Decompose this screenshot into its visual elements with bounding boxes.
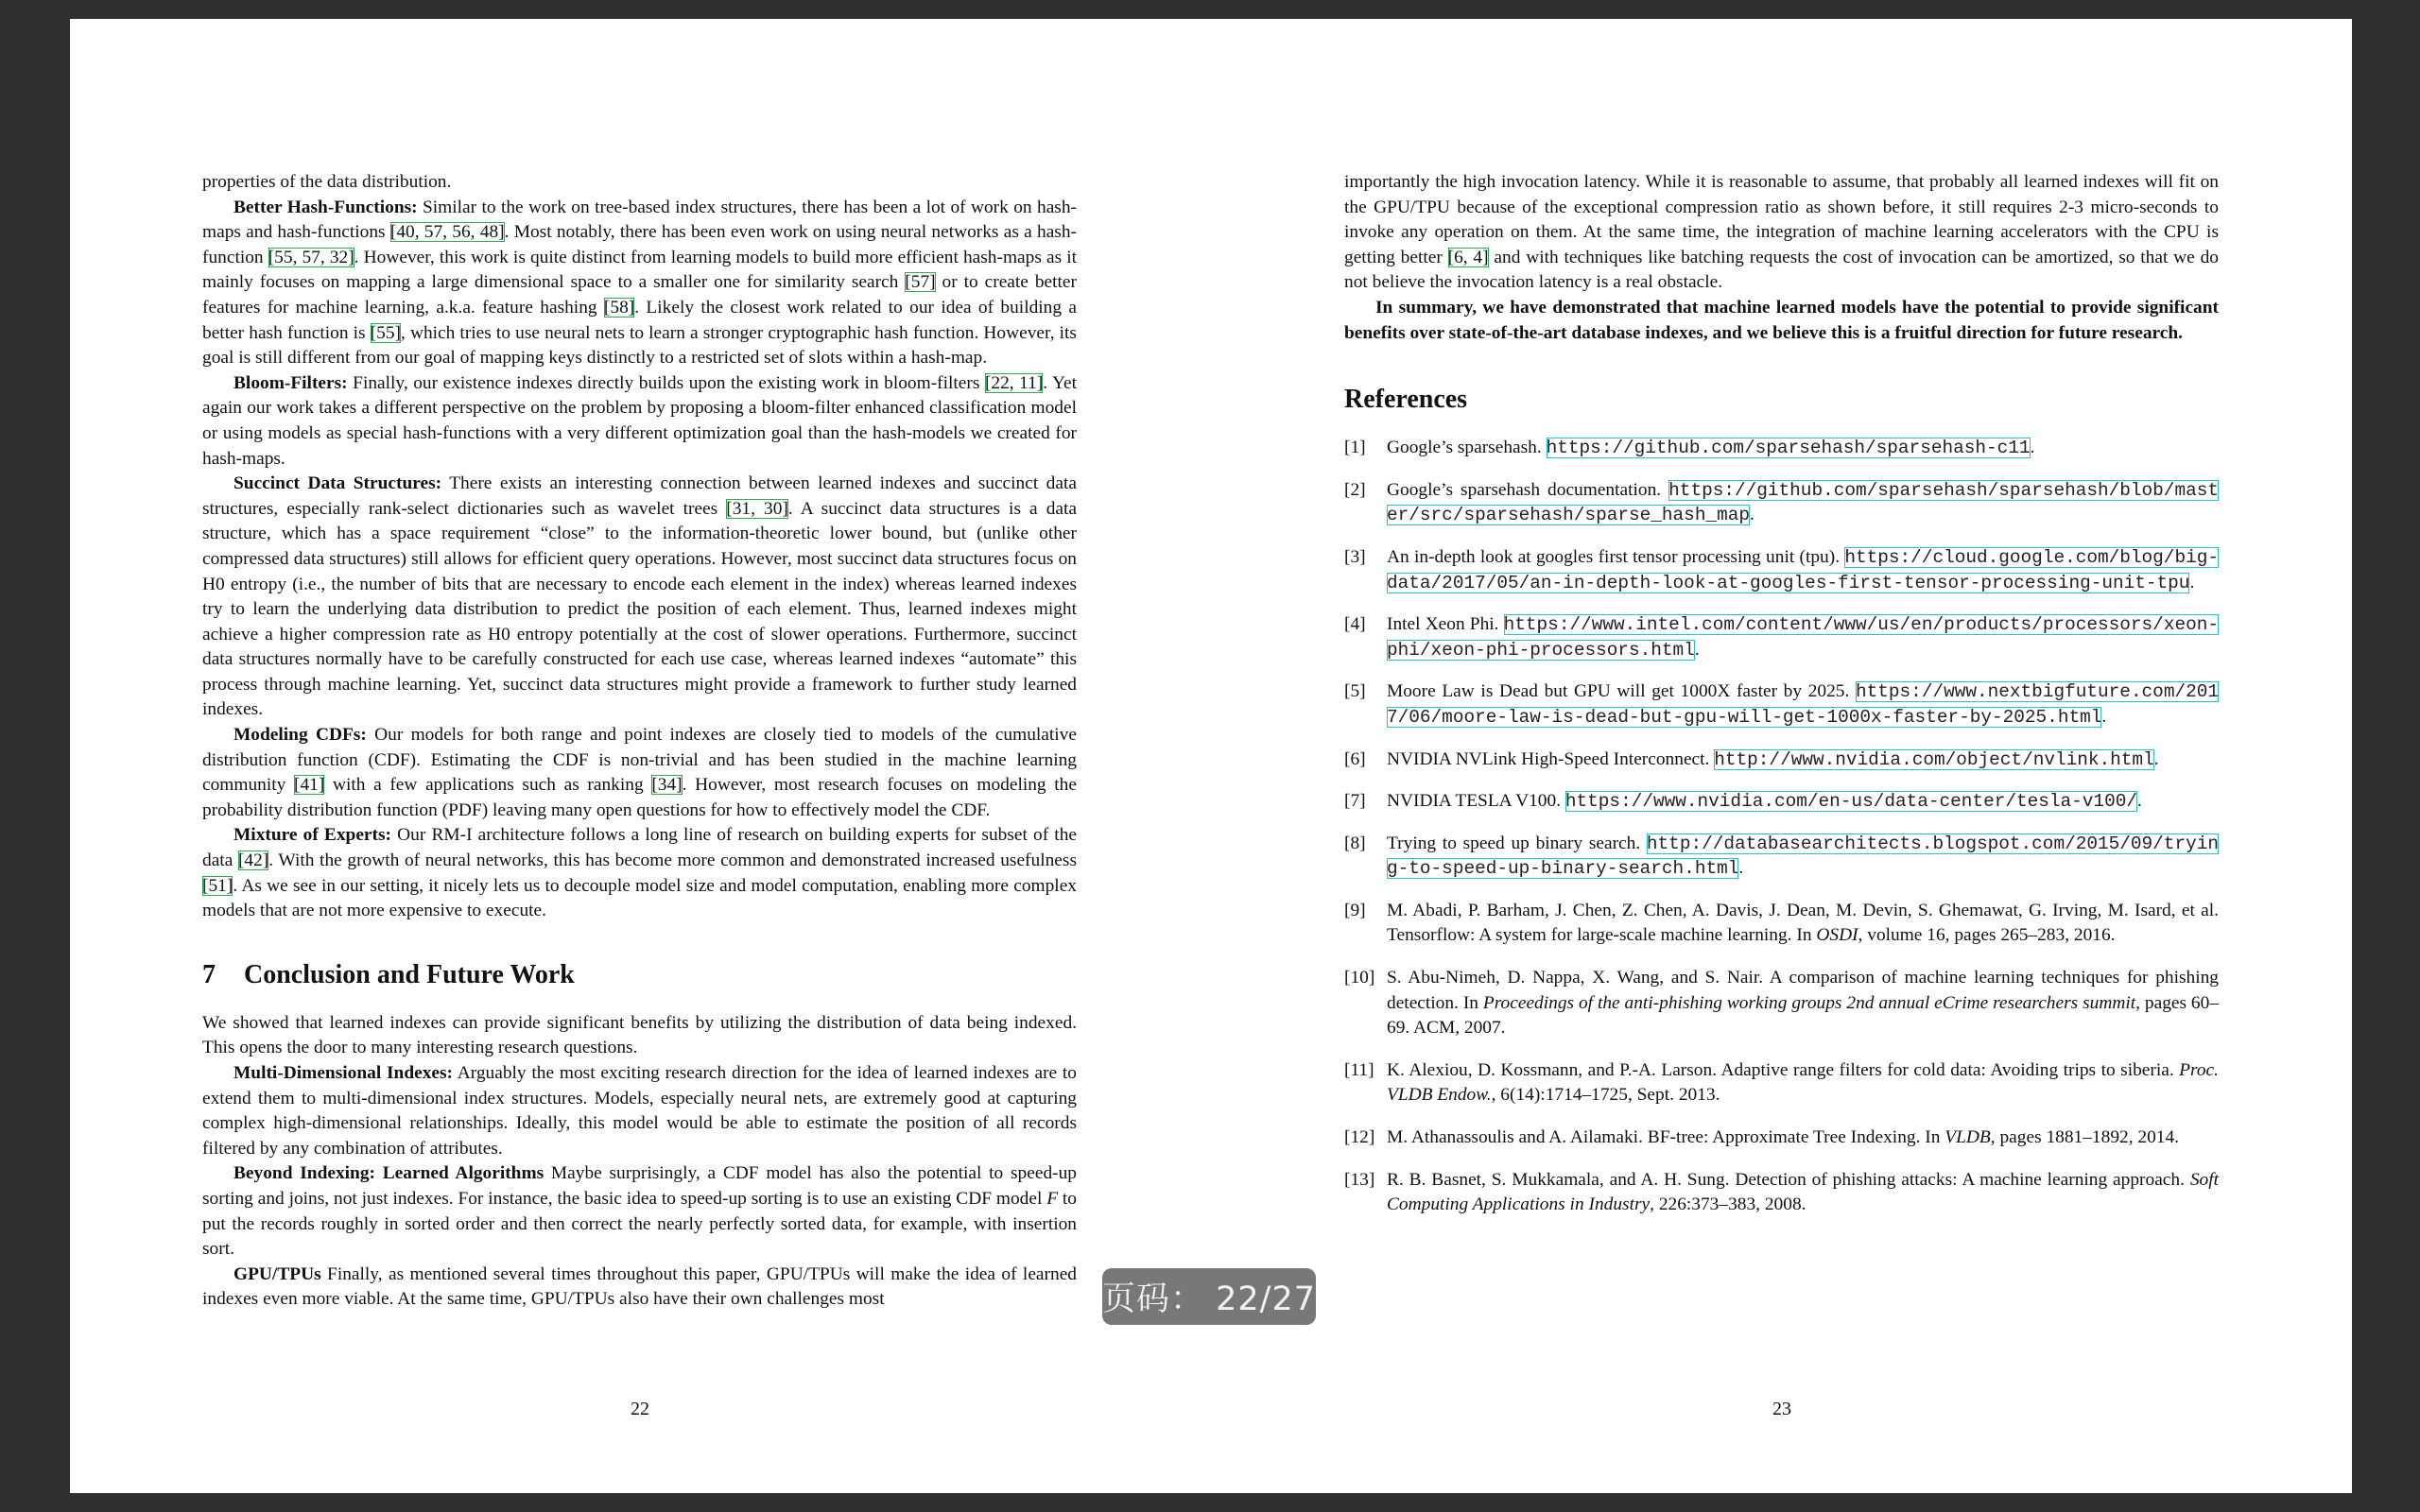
references-heading: References [1344, 385, 1468, 415]
text: M. Athanassoulis and A. Ailamaki. BF-tree: Approximate Tree Indexing. In [1387, 1127, 1945, 1148]
reference-body [1387, 1125, 2219, 1151]
text: . With the growth of neural networks, this has become more common and demonstrated increased usefulness [268, 850, 1077, 871]
paragraph-conclusion [202, 1011, 1077, 1061]
citation-link[interactable]: [34] [651, 775, 683, 796]
reference-item [1344, 966, 2219, 1041]
text: . Likely the closest work related to our idea of building a better hash function is [202, 297, 1077, 343]
text: , volume 16, pages 265–283, 2016. [1858, 925, 2116, 946]
reference-body [1387, 789, 2219, 815]
reference-venue: Proceedings of the anti-phishing working groups 2nd annual eCrime researchers summit [1482, 992, 2136, 1013]
reference-index: [7] [1344, 791, 1366, 812]
paragraph-gpu-tpus [202, 1263, 1077, 1313]
text: Trying to speed up binary search. [1387, 833, 1647, 853]
text: We showed that learned indexes can provide significant benefits by utilizing the distribution of data being indexed. This opens the door to many interesting research questions. [202, 1012, 1077, 1058]
reference-index: [6] [1344, 748, 1366, 769]
section-number: 7 [202, 959, 216, 989]
text: to put the records roughly in sorted order and then correct the nearly perfectly sorted data, for example, with insertion sort. [202, 1188, 1078, 1260]
text: Our models for both range and point indexes are closely tied to models of the cumulative distribution function (CDF). Estimating the CDF is non-trivial and has been studied in the machine learning community [202, 725, 1077, 796]
reference-body [1387, 679, 2219, 730]
reference-url-link[interactable]: https://github.com/sparsehash/sparsehash-c11 [1546, 438, 2031, 459]
citation-link[interactable]: [6, 4] [1447, 247, 1489, 267]
citation-link[interactable]: [57] [905, 272, 936, 293]
reference-index: [13] [1344, 1169, 1375, 1190]
reference-url-link[interactable]: http://databasearchitects.blogspot.com/2015/09/trying-to-speed-up-binary-search.html [1387, 833, 2219, 880]
paragraph-heading: Better Hash-Functions: [233, 197, 418, 217]
paragraph-bloom-filters [202, 371, 1077, 472]
text: importantly the high invocation latency. While it is reasonable to assume, that probably all learned indexes will fit on the GPU/TPU because of the exceptional compression ratio as shown before, it still requires 2-3 micro-seconds to invoke any operation on them. At the same time, the integration of machine learning accelerators with the CPU is getting better [1344, 172, 2219, 267]
citation-link[interactable]: [58] [603, 297, 635, 318]
reference-body [1387, 545, 2219, 595]
paragraph-heading: Multi-Dimensional Indexes: [233, 1063, 454, 1083]
reference-url-link[interactable]: https://cloud.google.com/blog/big-data/2017/05/an-in-depth-look-at-googles-first-tensor-processing-unit-tpu [1387, 546, 2219, 593]
reference-index: [11] [1344, 1059, 1374, 1080]
reference-url-link[interactable]: https://www.nvidia.com/en-us/data-center/tesla-v100/ [1564, 791, 2137, 813]
reference-item [1344, 1058, 2219, 1108]
text: . [2030, 438, 2035, 458]
reference-item [1344, 1168, 2219, 1218]
citation-link[interactable]: [55] [370, 322, 401, 343]
reference-body [1387, 1058, 2219, 1108]
text: Google’s sparsehash. [1387, 438, 1547, 458]
reference-venue: VLDB [1945, 1127, 1991, 1148]
reference-item [1344, 747, 2219, 773]
reference-item [1344, 478, 2219, 528]
paragraph-beyond-indexing [202, 1161, 1077, 1262]
text: properties of the data distribution. [202, 172, 452, 192]
section-title: Conclusion and Future Work [244, 959, 575, 989]
reference-body [1387, 966, 2219, 1041]
paragraph-multi-dimensional [202, 1061, 1077, 1161]
paragraph-gpu-continued [1344, 170, 2219, 296]
reference-index: [9] [1344, 900, 1366, 920]
reference-index: [2] [1344, 479, 1366, 500]
text: S. Abu-Nimeh, D. Nappa, X. Wang, and S. Nair. A comparison of machine learning techniques for phishing detection. In [1387, 968, 2219, 1013]
reference-item [1344, 545, 2219, 595]
text: Finally, as mentioned several times throughout this paper, GPU/TPUs will make the idea of learned indexes even more viable. At the same time, GPU/TPUs also have their own challenges most [202, 1263, 1077, 1310]
paragraph-succinct [202, 472, 1077, 723]
text: . [2136, 791, 2142, 812]
reference-item [1344, 832, 2219, 882]
reference-item [1344, 612, 2219, 662]
text: . [1738, 858, 1744, 879]
text: . [1694, 639, 1700, 660]
reference-url-link[interactable]: https://www.nextbigfuture.com/2017/06/moore-law-is-dead-but-gpu-will-get-1000x-faster-by-2025.html [1387, 681, 2219, 728]
paragraph [202, 170, 1077, 196]
text: . [1750, 505, 1754, 525]
text: . Most notably, there has been even work on using neural networks as a hash-function [202, 222, 1077, 267]
text: . [2101, 706, 2107, 727]
reference-index: [4] [1344, 614, 1366, 635]
paragraph-heading: Beyond Indexing: Learned Algorithms [233, 1163, 544, 1184]
reference-item [1344, 789, 2219, 815]
text: with a few applications such as ranking [324, 775, 652, 796]
text: There exists an interesting connection between learned indexes and succinct data structures, especially rank-select dictionaries such as wavelet trees [202, 473, 1077, 519]
text: , pages 60–69. ACM, 2007. [1387, 992, 2220, 1039]
paragraph-modeling-cdfs [202, 723, 1077, 823]
reference-index: [8] [1344, 833, 1366, 853]
reference-index: [10] [1344, 968, 1375, 988]
text: NVIDIA TESLA V100. [1387, 791, 1565, 812]
citation-link[interactable]: [51] [202, 875, 233, 896]
text: . Yet again our work takes a different perspective on the problem by proposing a bloom-filter enhanced classification model or using models as special hash-functions with a very different optimization goal than the hash-models we created for hash-maps. [202, 372, 1078, 469]
text: . As we see in our setting, it nicely lets us to decouple model size and model computation, enabling more complex models that are not more expensive to execute. [202, 875, 1077, 921]
text: Finally, our existence indexes directly builds upon the existing work in bloom-filters [347, 372, 985, 393]
paragraph-heading: GPU/TPUs [233, 1263, 321, 1284]
reference-item [1344, 1125, 2219, 1151]
reference-url-link[interactable]: https://www.intel.com/content/www/us/en/products/processors/xeon-phi/xeon-phi-processors.html [1387, 614, 2219, 661]
text: . A succinct data structures is a data structure, which has a space requirement “close” to the information-theoretic lower bound, but (unlike other compressed data structures) still allows for efficient query operations. However, most succinct data structures focus on H0 entropy (i.e., the number of bits that are necessary to encode each element in the index) whereas learned indexes try to learn the underlying data distribution to predict the position of each element. Thus, learned indexes might achieve a higher compression rate as H0 entropy potentially at the cost of slower operations. Furthermore, succinct data structures normally have to be carefully constructed for each use case, whereas learned indexes “automate” this process through machine learning. Yet, succinct data structures might provide a framework to further study learned indexes. [202, 498, 1077, 720]
page-number: 22 [631, 1399, 649, 1419]
reference-body [1387, 612, 2219, 662]
paragraph-heading: Succinct Data Structures: [233, 473, 442, 494]
text: NVIDIA NVLink High-Speed Interconnect. [1387, 748, 1715, 769]
paragraph-heading: Modeling CDFs: [233, 725, 367, 746]
reference-body [1387, 478, 2219, 528]
page-indicator-overlay: 页码： 22/27 [1102, 1268, 1316, 1325]
text: Arguably the most exciting research direction for the idea of learned indexes are to extend them to multi-dimensional index structures. Models, especially neural nets, are extremely good at capturing complex high-dimensional relationships. Ideally, this model would be able to estimate the position of all records filtered by any combination of attributes. [202, 1063, 1078, 1159]
reference-body [1387, 1168, 2219, 1218]
reference-body [1387, 747, 2219, 773]
text: Intel Xeon Phi. [1387, 614, 1504, 635]
text: . However, this work is quite distinct from learning models to build more efficient hash-maps as it mainly focuses on mapping a large dimensional space to a smaller one for similarity search [202, 247, 1077, 293]
reference-venue: Proc. VLDB Endow. [1387, 1059, 2219, 1106]
reference-venue: Soft Computing Applications in Industry [1387, 1169, 2219, 1215]
citation-link[interactable]: [31, 30] [726, 498, 788, 519]
text: Maybe surprisingly, a CDF model has also the potential to speed-up sorting and joins, not just indexes. For instance, the basic idea to speed-up sorting is to use an existing CDF model [202, 1163, 1077, 1209]
text: Similar to the work on tree-based index structures, there has been a lot of work on hash-maps and hash-functions [202, 197, 1078, 243]
text: , pages 1881–1892, 2014. [1990, 1127, 2180, 1148]
section-heading [202, 959, 1077, 991]
citation-link[interactable]: [41] [293, 775, 325, 796]
citation-link[interactable]: [42] [237, 850, 269, 871]
page-number: 23 [1772, 1399, 1791, 1419]
text: . [2153, 748, 2159, 769]
paragraph-heading: Mixture of Experts: [233, 825, 392, 846]
text: , 6(14):1714–1725, Sept. 2013. [1491, 1085, 1720, 1106]
reference-venue: OSDI [1816, 925, 1858, 946]
citation-link[interactable]: [40, 57, 56, 48] [389, 222, 505, 243]
paragraph-heading: Bloom-Filters: [233, 372, 348, 393]
text: R. B. Basnet, S. Mukkamala, and A. H. Sung. Detection of phishing attacks: A machine learning approach. [1387, 1169, 2190, 1190]
reference-body [1387, 436, 2219, 461]
reference-item [1344, 899, 2219, 949]
reference-index: [1] [1344, 438, 1366, 458]
text: Google’s sparsehash documentation. [1387, 479, 1669, 500]
text: K. Alexiou, D. Kossmann, and P.-A. Larson. Adaptive range filters for cold data: Avoiding trips to siberia. [1387, 1059, 2180, 1080]
text: Our RM-I architecture follows a long line of research on building experts for subset of the data [202, 825, 1077, 871]
paragraph-better-hash [202, 196, 1077, 371]
citation-link[interactable]: [22, 11] [984, 372, 1044, 393]
text: , 226:373–383, 2008. [1650, 1194, 1806, 1215]
right-page-column [1344, 170, 2219, 1235]
citation-link[interactable]: [55, 57, 32] [268, 247, 354, 267]
text: or to create better features for machine learning, a.k.a. feature hashing [202, 272, 1077, 318]
reference-item [1344, 436, 2219, 461]
reference-list [1344, 436, 2219, 1218]
text: M. Abadi, P. Barham, J. Chen, Z. Chen, A. Davis, J. Dean, M. Devin, S. Ghemawat, G. Irving, M. Isard, et al. Tensorflow: A system for large-scale machine learning. In [1387, 900, 2219, 946]
left-page-column [202, 170, 1077, 1313]
reference-body [1387, 899, 2219, 949]
text: . However, most research focuses on modeling the probability distribution function (PDF) leaving many open questions for how to effectively model the CDF. [202, 775, 1077, 820]
paragraph-summary: In summary, we have demonstrated that machine learned models have the potential to provide significant benefits over state-of-the-art database indexes, and we believe this is a fruitful direction for future research. [1344, 297, 2219, 343]
reference-item [1344, 679, 2219, 730]
text: , which tries to use neural nets to learn a stronger cryptographic hash function. However, its goal is still different from our goal of mapping keys distinctly to a restricted set of slots within a hash-map. [202, 322, 1077, 369]
reference-url-link[interactable]: http://www.nvidia.com/object/nvlink.html [1714, 748, 2154, 770]
reference-index: [12] [1344, 1127, 1375, 1148]
reference-index: [5] [1344, 681, 1366, 702]
reference-index: [3] [1344, 546, 1366, 567]
reference-body [1387, 832, 2219, 882]
text: Moore Law is Dead but GPU will get 1000X faster by 2025. [1387, 681, 1856, 702]
text: An in-depth look at googles first tensor processing unit (tpu). [1387, 546, 1845, 567]
text: . [2189, 572, 2195, 593]
text: and with techniques like batching requests the cost of invocation can be amortized, so that we do not believe the invocation latency is a real obstacle. [1344, 247, 2219, 293]
math-variable: F [1046, 1188, 1059, 1209]
paragraph-mixture-of-experts [202, 823, 1077, 923]
reference-url-link[interactable]: https://github.com/sparsehash/sparsehash/blob/master/src/sparsehash/sparse_hash_map [1387, 479, 2219, 526]
